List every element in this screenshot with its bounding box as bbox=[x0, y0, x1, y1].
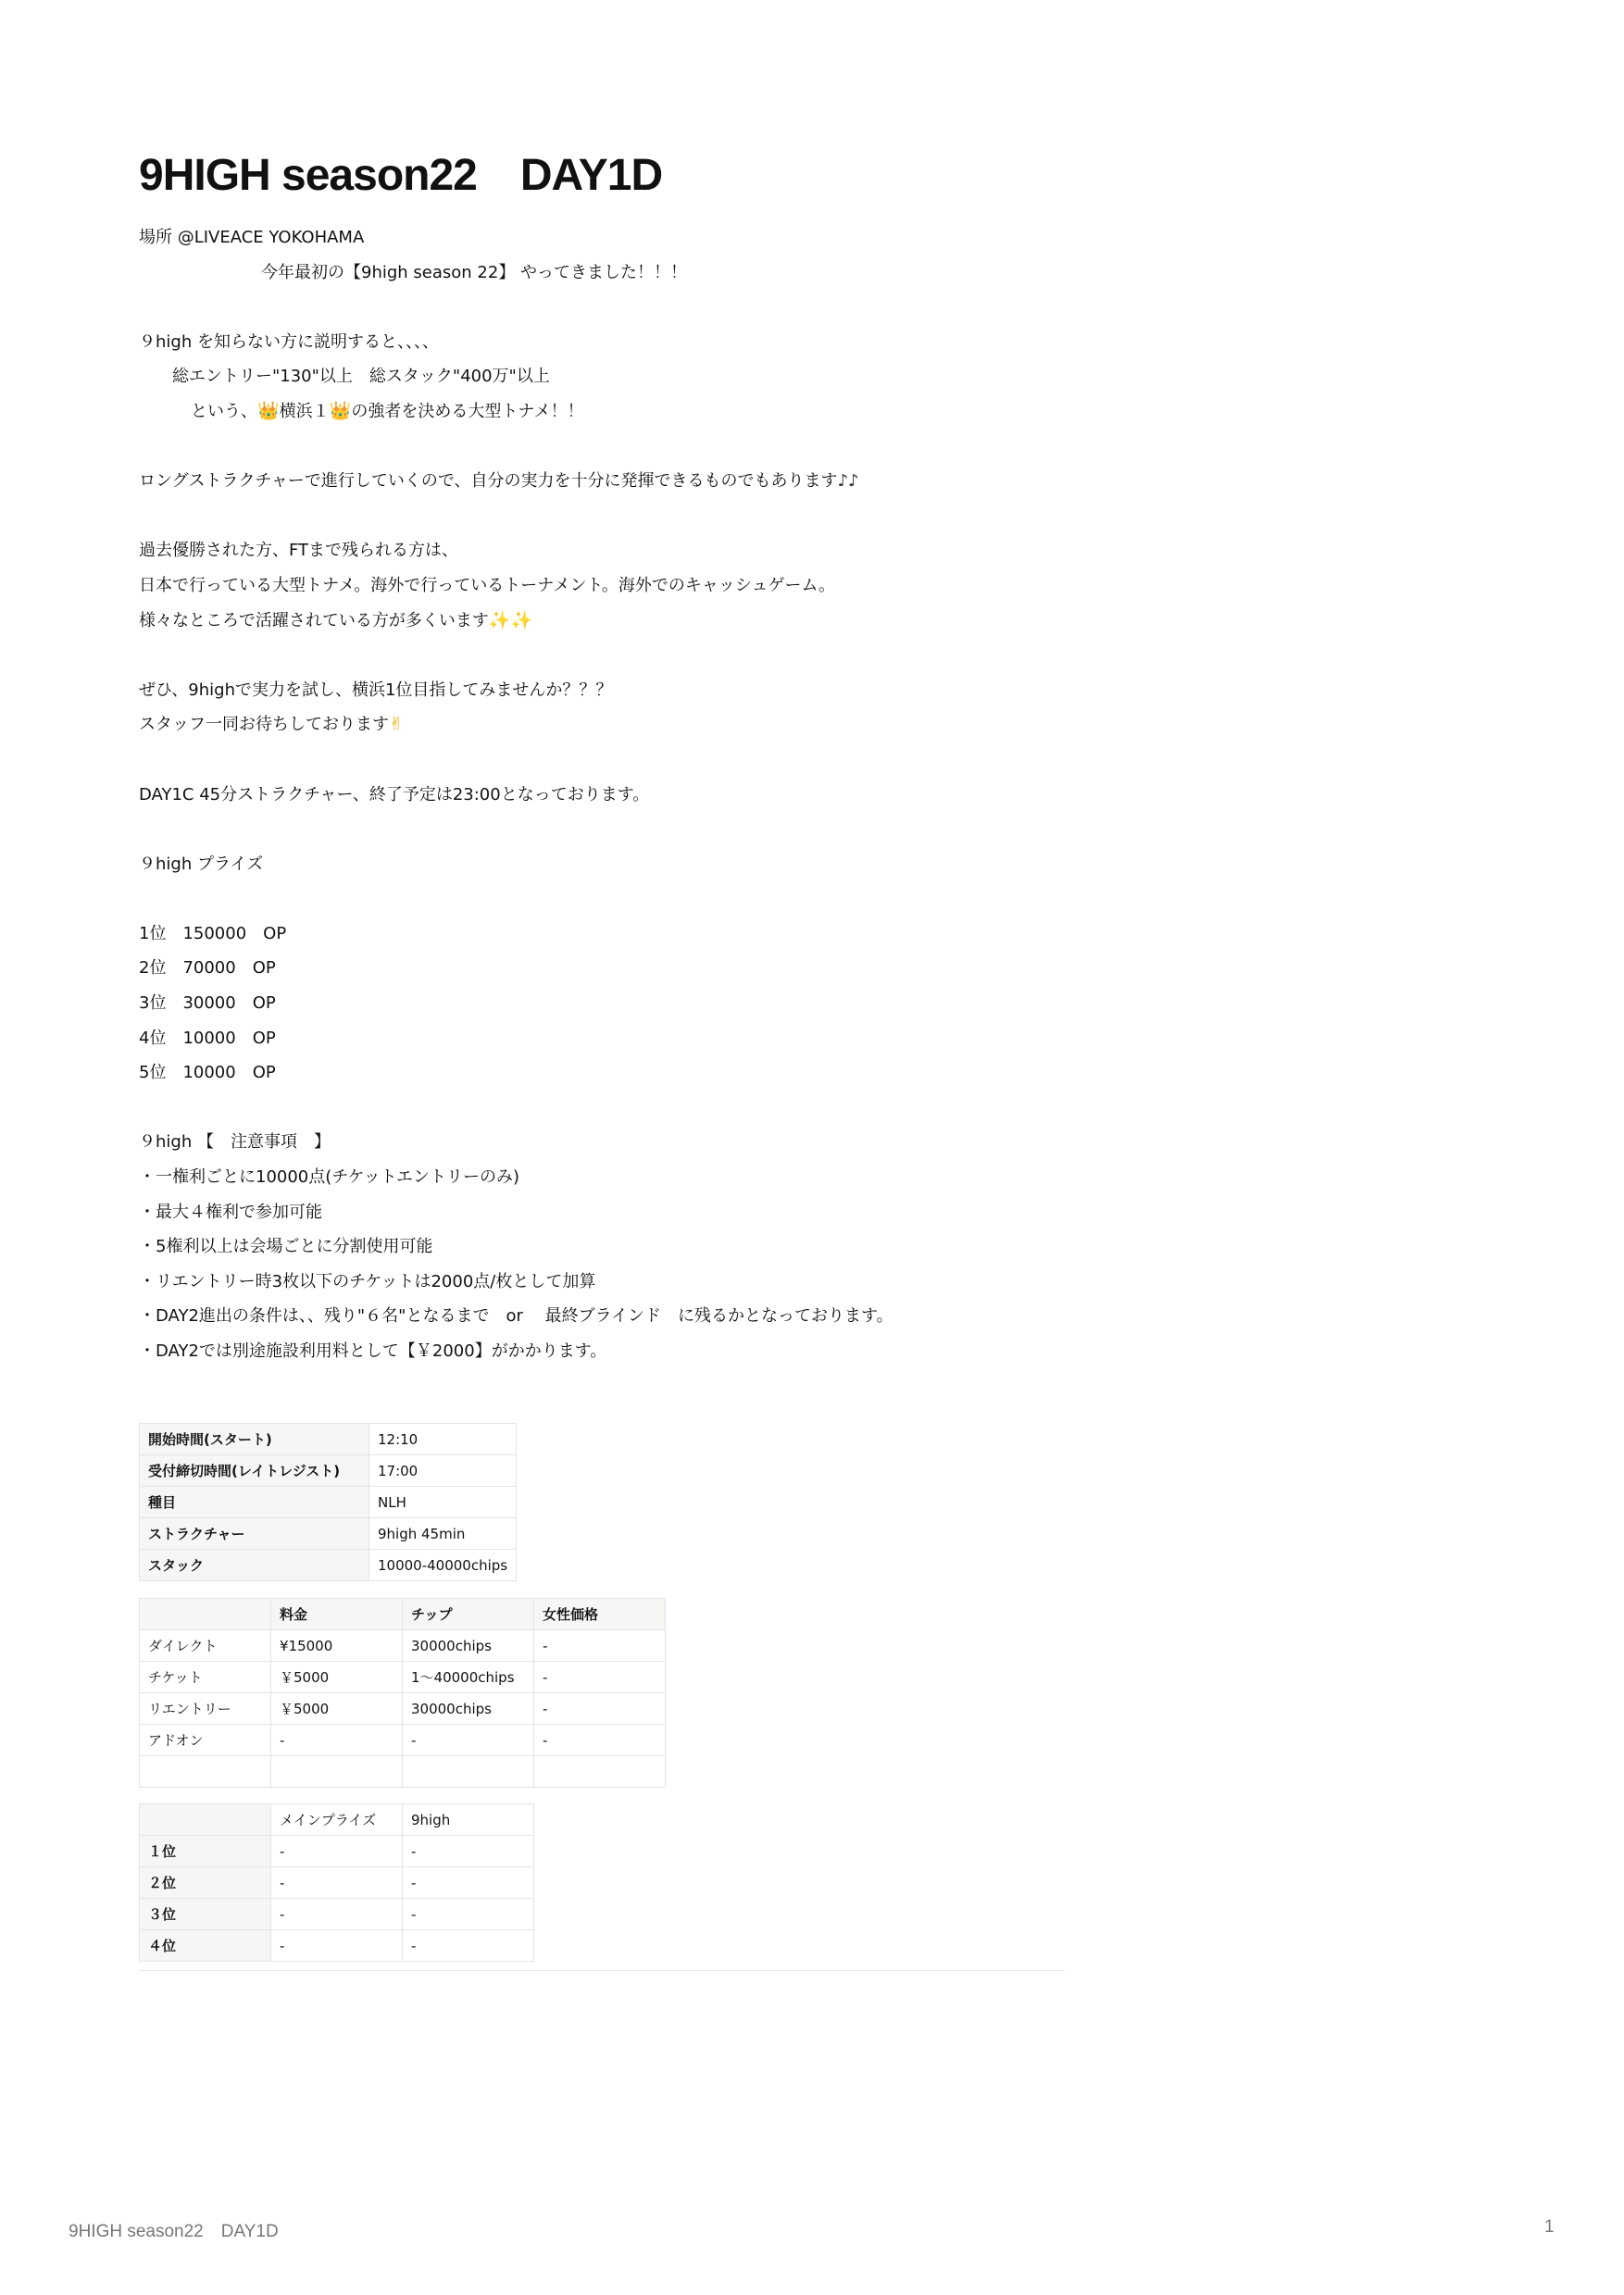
table-cell: チケット bbox=[140, 1662, 271, 1693]
table-row bbox=[140, 1550, 517, 1581]
table-cell: - bbox=[271, 1930, 403, 1962]
info-value: 10000-40000chips bbox=[369, 1550, 517, 1581]
invite-line: ぜひ、9highで実力を試し、横浜1位目指してみませんか？？？ bbox=[139, 680, 613, 700]
venue-line: 場所 @LIVEACE YOKOHAMA bbox=[139, 228, 365, 247]
page-title: 9HIGH season22 DAY1D bbox=[139, 151, 663, 200]
note-item: ・最大４権利で参加可能 bbox=[139, 1202, 322, 1222]
sparkles-icon: ✨✨ bbox=[488, 609, 533, 630]
intro-line: 今年最初の【9high season 22】 やってきました！！！ bbox=[261, 262, 688, 282]
table-header-row bbox=[140, 1599, 666, 1630]
table-cell: アドオン bbox=[140, 1725, 271, 1756]
table-row bbox=[140, 1630, 666, 1662]
explain-line: ９high を知らない方に説明すると、、、、 bbox=[139, 331, 439, 352]
tournament-info-table bbox=[139, 1423, 517, 1581]
table-cell bbox=[271, 1756, 403, 1788]
crown-icon: 👑 bbox=[329, 400, 352, 421]
table-row bbox=[140, 1867, 534, 1899]
info-label: 開始時間(スタート) bbox=[140, 1424, 369, 1455]
schedule-line: DAY1C 45分ストラクチャー、終了予定は23:00となっております。 bbox=[139, 784, 650, 804]
rank-cell: ４位 bbox=[140, 1930, 271, 1962]
table-cell: 30000chips bbox=[403, 1693, 534, 1725]
table-cell: - bbox=[534, 1630, 666, 1662]
header-cell: 女性価格 bbox=[534, 1599, 666, 1630]
structure-line bbox=[139, 464, 1435, 499]
info-value: NLH bbox=[369, 1487, 517, 1518]
entries-line: 総エントリー"130"以上 総スタック"400万"以上 bbox=[172, 367, 550, 387]
rank-cell: ２位 bbox=[140, 1867, 271, 1899]
victory-hand-icon: ✌ bbox=[389, 714, 404, 735]
table-cell bbox=[403, 1756, 534, 1788]
table-row bbox=[140, 1518, 517, 1550]
table-cell bbox=[534, 1756, 666, 1788]
table-cell: - bbox=[534, 1662, 666, 1693]
table-cell: ￥5000 bbox=[271, 1662, 403, 1693]
past-winners-line-2: 日本で行っている大型トナメ。海外で行っているトーナメント。海外でのキャッシュゲーム。 bbox=[139, 575, 836, 595]
section-divider bbox=[139, 1970, 1065, 1971]
table-cell: - bbox=[534, 1693, 666, 1725]
big-tournament-line bbox=[139, 394, 1435, 430]
prize-line: 3位 30000 OP bbox=[139, 993, 276, 1014]
footer-title: 9HIGH season22 DAY1D bbox=[69, 2222, 279, 2241]
music-note-icon: ♪♪ bbox=[837, 471, 859, 492]
big-post-text: の強者を決める大型トナメ！！ bbox=[351, 401, 584, 421]
info-label: スタック bbox=[140, 1550, 369, 1581]
blank-line bbox=[139, 1091, 1435, 1126]
rank-cell: １位 bbox=[140, 1836, 271, 1867]
table-row bbox=[140, 1693, 666, 1725]
table-row bbox=[140, 1662, 666, 1693]
header-cell: 料金 bbox=[271, 1599, 403, 1630]
note-item: ・5権利以上は会場ごとに分割使用可能 bbox=[139, 1237, 433, 1257]
table-cell: リエントリー bbox=[140, 1693, 271, 1725]
table-cell: - bbox=[271, 1725, 403, 1756]
past-winners-line-1: 過去優勝された方、FTまで残られる方は、 bbox=[139, 541, 459, 561]
table-cell: - bbox=[271, 1836, 403, 1867]
info-value: 9high 45min bbox=[369, 1518, 517, 1550]
page-number: 1 bbox=[1544, 2217, 1555, 2237]
big-pre-text: という、 bbox=[191, 401, 257, 421]
table-row bbox=[140, 1455, 517, 1487]
prize-heading: ９high プライズ bbox=[139, 854, 264, 874]
prize-line: 1位 150000 OP bbox=[139, 923, 287, 943]
crown-icon: 👑 bbox=[257, 400, 280, 421]
table-cell: ダイレクト bbox=[140, 1630, 271, 1662]
fee-table bbox=[139, 1598, 666, 1788]
info-value: 17:00 bbox=[369, 1455, 517, 1487]
info-label: 種目 bbox=[140, 1487, 369, 1518]
header-cell bbox=[140, 1804, 271, 1836]
table-row bbox=[140, 1756, 666, 1788]
info-value: 12:10 bbox=[369, 1424, 517, 1455]
blank-line bbox=[139, 638, 1435, 673]
staff-text: スタッフ一同お待ちしております bbox=[139, 715, 389, 735]
past-winners-text: 様々なところで活躍されている方が多くいます bbox=[139, 610, 489, 630]
table-cell: - bbox=[534, 1725, 666, 1756]
notes-heading: ９high 【 注意事項 】 bbox=[139, 1132, 331, 1153]
table-cell: - bbox=[403, 1930, 534, 1962]
table-header-row bbox=[140, 1804, 534, 1836]
table-cell: 30000chips bbox=[403, 1630, 534, 1662]
table-cell bbox=[140, 1756, 271, 1788]
table-cell: - bbox=[403, 1836, 534, 1867]
announcement-body bbox=[139, 220, 1435, 1369]
prize-line: 5位 10000 OP bbox=[139, 1063, 276, 1083]
blank-line bbox=[139, 812, 1435, 847]
header-cell: チップ bbox=[403, 1599, 534, 1630]
blank-line bbox=[139, 290, 1435, 325]
table-row bbox=[140, 1487, 517, 1518]
note-item: ・一権利ごとに10000点(チケットエントリーのみ) bbox=[139, 1167, 519, 1188]
table-row bbox=[140, 1836, 534, 1867]
staff-line bbox=[139, 707, 1435, 742]
table-cell: - bbox=[271, 1867, 403, 1899]
info-label: ストラクチャー bbox=[140, 1518, 369, 1550]
table-cell: 1〜40000chips bbox=[403, 1662, 534, 1693]
table-cell: - bbox=[271, 1899, 403, 1930]
table-row bbox=[140, 1930, 534, 1962]
past-winners-line-3 bbox=[139, 604, 1435, 639]
note-item: ・DAY2では別途施設利用料として【￥2000】がかかります。 bbox=[139, 1341, 607, 1361]
table-row bbox=[140, 1899, 534, 1930]
header-cell: 9high bbox=[403, 1804, 534, 1836]
blank-line bbox=[139, 881, 1435, 917]
table-row bbox=[140, 1725, 666, 1756]
table-cell: ¥15000 bbox=[271, 1630, 403, 1662]
table-cell: - bbox=[403, 1899, 534, 1930]
structure-text: ロングストラクチャーで進行していくので、自分の実力を十分に発揮できるものでもあります bbox=[139, 471, 838, 492]
note-item: ・リエントリー時3枚以下のチケットは2000点/枚として加算 bbox=[139, 1271, 596, 1291]
table-cell: - bbox=[403, 1725, 534, 1756]
table-cell: ￥5000 bbox=[271, 1693, 403, 1725]
blank-line bbox=[139, 430, 1435, 465]
header-cell: メインプライズ bbox=[271, 1804, 403, 1836]
big-mid-text: 横浜１ bbox=[279, 401, 330, 421]
blank-line bbox=[139, 499, 1435, 534]
prize-line: 4位 10000 OP bbox=[139, 1028, 276, 1048]
info-label: 受付締切時間(レイトレジスト) bbox=[140, 1455, 369, 1487]
prize-table bbox=[139, 1803, 534, 1962]
rank-cell: ３位 bbox=[140, 1899, 271, 1930]
note-item: ・DAY2進出の条件は、、残り"６名"となるまで or 最終ブラインド に残るかとなっております。 bbox=[139, 1306, 893, 1327]
header-cell bbox=[140, 1599, 271, 1630]
table-row bbox=[140, 1424, 517, 1455]
blank-line bbox=[139, 742, 1435, 778]
prize-line: 2位 70000 OP bbox=[139, 958, 276, 979]
table-cell: - bbox=[403, 1867, 534, 1899]
